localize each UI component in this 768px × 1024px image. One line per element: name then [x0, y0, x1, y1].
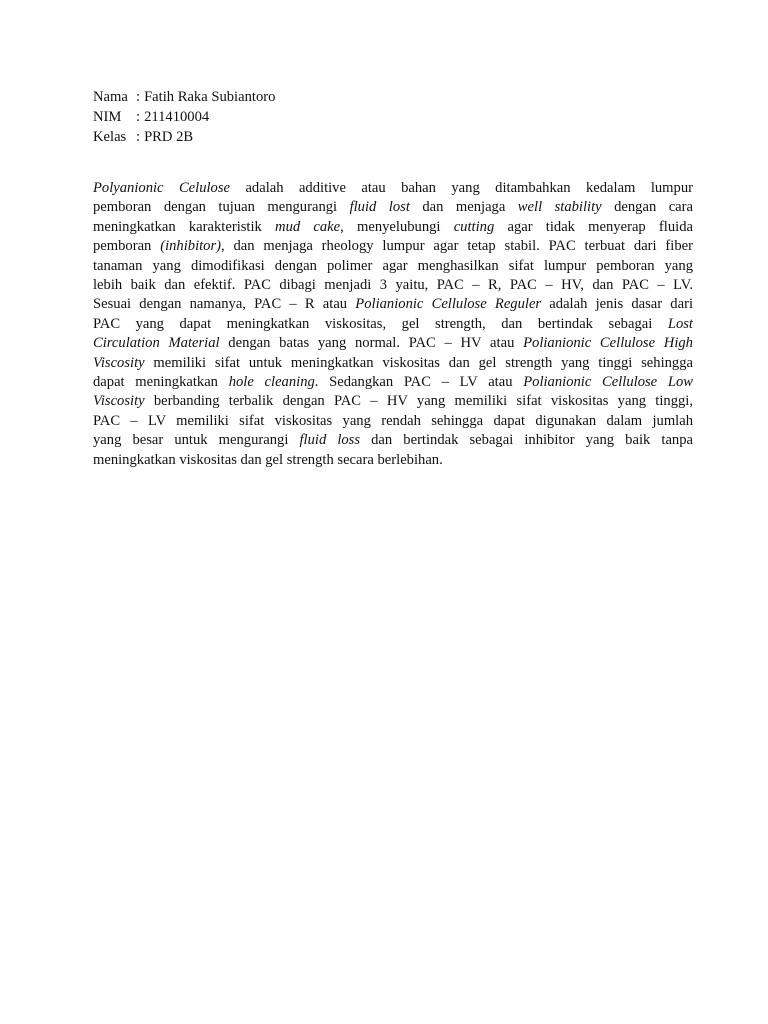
text-run: . Sedangkan PAC – LV atau [314, 374, 524, 391]
paragraph-line [93, 315, 693, 334]
italic-term: fluid lost [349, 199, 410, 216]
name-row [93, 87, 275, 107]
name-value: Fatih Raka Subiantoro [144, 89, 276, 105]
text-run: meningkatkan karakteristik [93, 218, 276, 235]
paragraph-line [93, 431, 693, 450]
paragraph-line [93, 237, 693, 256]
italic-term: hole cleaning [228, 374, 315, 391]
text-run: adalah jenis dasar dari [541, 296, 693, 313]
paragraph-line [93, 373, 693, 392]
paragraph-line [93, 257, 693, 276]
student-identity-block [93, 87, 275, 148]
italic-term: Polianionic Cellulose Low [523, 374, 694, 391]
text-run: dapat meningkatkan [93, 374, 229, 391]
text-run: agar tidak menyerap fluida [494, 218, 693, 235]
italic-term: Polianionic Cellulose High [523, 335, 693, 352]
text-run: dengan cara [601, 199, 693, 216]
paragraph-line [93, 392, 693, 411]
italic-term: (inhibitor) [160, 238, 222, 255]
italic-term: well stability [517, 199, 602, 216]
name-separator: : [136, 89, 141, 105]
text-run: tanaman yang dimodifikasi dengan polimer agar menghasilkan sifat lumpur pemboran yang [93, 257, 693, 274]
paragraph-line [93, 198, 693, 217]
italic-term: Viscosity [93, 393, 145, 410]
paragraph-line [93, 295, 693, 314]
paragraph-line [93, 276, 693, 295]
paragraph-line [93, 334, 693, 353]
text-run: PAC yang dapat meningkatkan viskositas, gel strength, dan bertindak sebagai [93, 315, 668, 332]
italic-term: mud cake [275, 218, 341, 235]
nim-separator: : [136, 109, 141, 126]
nim-row [93, 107, 275, 127]
text-run: dengan batas yang normal. PAC – HV atau [219, 335, 524, 352]
paragraph-line [93, 412, 693, 431]
text-run: memiliki sifat untuk meningkatkan viskositas dan gel strength yang tinggi sehingga [144, 354, 693, 371]
text-run: adalah additive atau bahan yang ditambahkan kedalam lumpur [230, 180, 693, 196]
paragraph-line [93, 354, 693, 373]
paragraph-line [93, 179, 693, 198]
text-run: dan menjaga [409, 199, 518, 216]
text-run: pemboran [93, 238, 161, 255]
nim-label: NIM [93, 109, 122, 126]
class-row [93, 127, 275, 147]
paragraph-line [93, 218, 693, 237]
name-label: Nama [93, 89, 128, 105]
text-run: meningkatkan viskositas dan gel strength secara berlebihan. [93, 451, 443, 468]
paragraph-line [93, 451, 693, 470]
text-run: berbanding terbalik dengan PAC – HV yang memiliki sifat viskositas yang tinggi, [144, 393, 693, 410]
text-run: PAC – LV memiliki sifat viskositas yang rendah sehingga dapat digunakan dalam jumlah [93, 412, 693, 429]
text-run: pemboran dengan tujuan mengurangi [93, 199, 350, 216]
italic-term: cutting [453, 218, 495, 235]
class-value: PRD 2B [144, 129, 194, 146]
italic-term: Viscosity [93, 354, 145, 371]
text-run: , dan menjaga rheology lumpur agar tetap stabil. PAC terbuat dari fiber [221, 238, 693, 255]
italic-term: fluid loss [299, 432, 361, 449]
nim-value: 211410004 [144, 109, 210, 126]
body-paragraph [93, 179, 693, 470]
italic-term: Polianionic Cellulose Reguler [355, 296, 542, 313]
italic-term: Polyanionic Celulose [93, 180, 231, 196]
text-run: dan bertindak sebagai inhibitor yang baik tanpa [360, 432, 693, 449]
text-run: Sesuai dengan namanya, PAC – R atau [93, 296, 356, 313]
italic-term: Circulation Material [93, 335, 220, 352]
text-run: , menyelubungi [340, 218, 454, 235]
class-label: Kelas [93, 129, 127, 146]
text-run: yang besar untuk mengurangi [93, 432, 300, 449]
italic-term: Lost [667, 315, 693, 332]
text-run: lebih baik dan efektif. PAC dibagi menjadi 3 yaitu, PAC – R, PAC – HV, dan PAC – LV. [93, 277, 693, 294]
class-separator: : [136, 129, 141, 146]
